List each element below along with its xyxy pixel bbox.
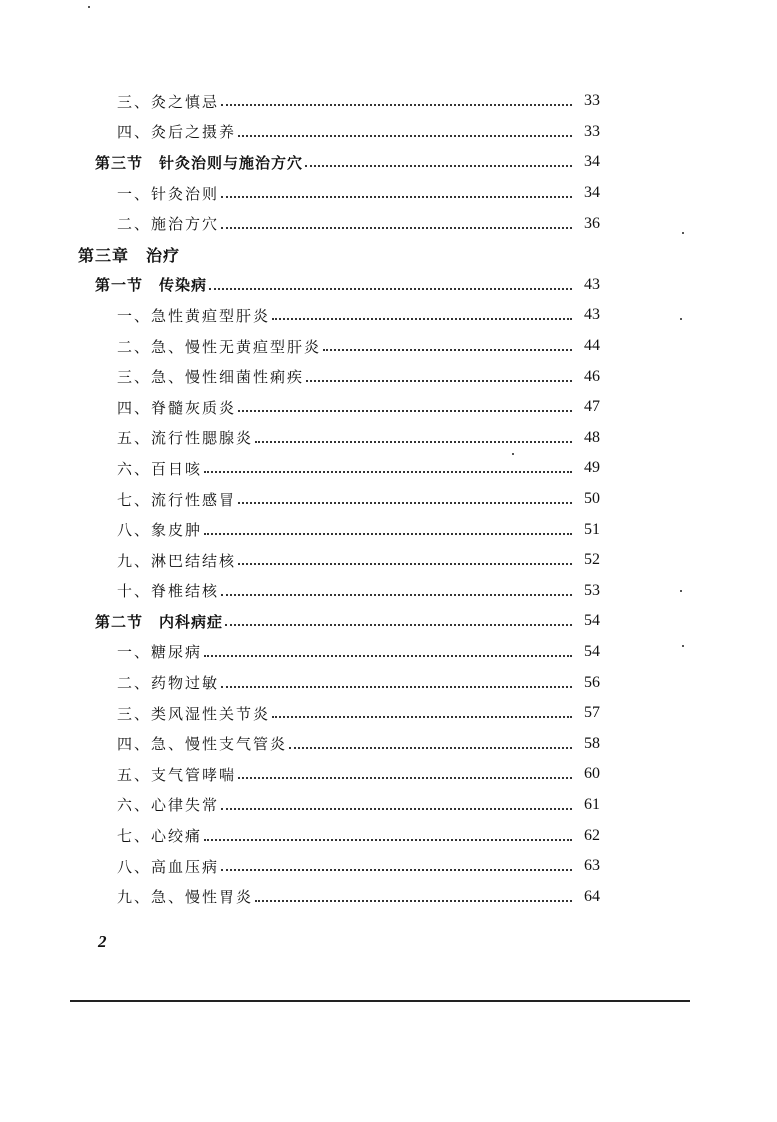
toc-entry-title: 二、药物过敏 xyxy=(117,674,220,693)
toc-page-number: 64 xyxy=(584,887,600,905)
toc-page-number: 53 xyxy=(584,581,600,599)
toc-entry-title: 一、针灸治则 xyxy=(117,184,220,203)
dot-leader xyxy=(221,686,572,688)
toc-page-number: 33 xyxy=(584,92,600,110)
toc-item xyxy=(0,331,777,362)
dot-leader xyxy=(221,227,572,229)
toc-page-number: 33 xyxy=(584,122,600,140)
toc-item xyxy=(0,178,777,209)
toc-section xyxy=(0,606,777,637)
toc-chapter xyxy=(0,239,777,270)
toc-item xyxy=(0,453,777,484)
toc-entry-title: 五、支气管哮喘 xyxy=(117,765,237,784)
toc-item xyxy=(0,392,777,423)
toc-entry-title: 四、灸后之摄养 xyxy=(117,123,237,142)
toc-entry-title: 一、糖尿病 xyxy=(117,643,203,662)
scan-speck xyxy=(682,232,684,234)
toc-entry-title: 四、急、慢性支气管炎 xyxy=(117,735,288,754)
toc-page-number: 57 xyxy=(584,704,600,722)
dot-leader xyxy=(204,655,572,657)
scan-speck xyxy=(680,590,682,592)
toc-item xyxy=(0,820,777,851)
toc-page-number: 54 xyxy=(584,642,600,660)
dot-leader xyxy=(238,502,572,504)
dot-leader xyxy=(305,165,572,167)
scan-speck xyxy=(512,453,514,455)
toc-entry-title: 第一节 传染病 xyxy=(95,276,208,295)
toc-item xyxy=(0,423,777,454)
toc-item xyxy=(0,637,777,668)
toc-page-number: 52 xyxy=(584,551,600,569)
toc-item xyxy=(0,759,777,790)
toc-entry-title: 二、急、慢性无黄疸型肝炎 xyxy=(117,337,322,356)
toc-item xyxy=(0,728,777,759)
toc-item xyxy=(0,790,777,821)
toc-item xyxy=(0,698,777,729)
dot-leader xyxy=(221,104,572,106)
table-of-contents xyxy=(0,86,777,912)
dot-leader xyxy=(238,777,572,779)
dot-leader xyxy=(323,349,572,351)
toc-page-number: 36 xyxy=(584,214,600,232)
toc-item xyxy=(0,300,777,331)
toc-entry-title: 第三节 针灸治则与施治方穴 xyxy=(95,153,304,172)
toc-item xyxy=(0,484,777,515)
toc-entry-title: 六、百日咳 xyxy=(117,459,203,478)
toc-page-number: 34 xyxy=(584,184,600,202)
toc-entry-title: 第二节 内科病症 xyxy=(95,612,224,631)
toc-section xyxy=(0,147,777,178)
toc-item xyxy=(0,851,777,882)
toc-page-number: 63 xyxy=(584,857,600,875)
scan-speck xyxy=(682,645,684,647)
toc-page-number: 58 xyxy=(584,734,600,752)
dot-leader xyxy=(221,196,572,198)
toc-page-number: 51 xyxy=(584,520,600,538)
toc-entry-title: 十、脊椎结核 xyxy=(117,582,220,601)
toc-item xyxy=(0,667,777,698)
dot-leader xyxy=(221,594,572,596)
dot-leader xyxy=(289,747,572,749)
dot-leader xyxy=(204,471,572,473)
dot-leader xyxy=(225,624,572,626)
toc-entry-title: 七、心绞痛 xyxy=(117,827,203,846)
dot-leader xyxy=(204,839,572,841)
dot-leader xyxy=(255,441,572,443)
toc-entry-title: 八、象皮肿 xyxy=(117,521,203,540)
toc-page-number: 43 xyxy=(584,275,600,293)
toc-item xyxy=(0,514,777,545)
toc-page-number: 61 xyxy=(584,795,600,813)
toc-item xyxy=(0,86,777,117)
dot-leader xyxy=(209,288,572,290)
toc-entry-title: 一、急性黄疸型肝炎 xyxy=(117,306,271,325)
toc-page-number: 50 xyxy=(584,490,600,508)
toc-page-number: 47 xyxy=(584,398,600,416)
scan-speck xyxy=(88,6,90,8)
toc-entry-title: 九、急、慢性胃炎 xyxy=(117,888,254,907)
toc-entry-title: 三、灸之慎忌 xyxy=(117,92,220,111)
toc-entry-title: 第三章 治疗 xyxy=(78,245,181,265)
toc-page-number: 43 xyxy=(584,306,600,324)
toc-item xyxy=(0,117,777,148)
toc-page-number: 46 xyxy=(584,367,600,385)
dot-leader xyxy=(221,869,572,871)
toc-item xyxy=(0,576,777,607)
page-bottom-rule xyxy=(70,1000,690,1002)
dot-leader xyxy=(238,410,572,412)
dot-leader xyxy=(204,533,572,535)
toc-entry-title: 四、脊髓灰质炎 xyxy=(117,398,237,417)
toc-page-number: 34 xyxy=(584,153,600,171)
dot-leader xyxy=(272,318,572,320)
toc-item xyxy=(0,208,777,239)
toc-entry-title: 二、施治方穴 xyxy=(117,215,220,234)
dot-leader xyxy=(306,380,572,382)
toc-item xyxy=(0,881,777,912)
page-number: 2 xyxy=(98,932,107,951)
toc-page-number: 49 xyxy=(584,459,600,477)
toc-entry-title: 七、流行性感冒 xyxy=(117,490,237,509)
dot-leader xyxy=(272,716,572,718)
toc-entry-title: 五、流行性腮腺炎 xyxy=(117,429,254,448)
toc-entry-title: 八、高血压病 xyxy=(117,857,220,876)
toc-page-number: 56 xyxy=(584,673,600,691)
dot-leader xyxy=(238,135,572,137)
toc-entry-title: 六、心律失常 xyxy=(117,796,220,815)
toc-entry-title: 三、急、慢性细菌性痢疾 xyxy=(117,368,305,387)
dot-leader xyxy=(221,808,572,810)
toc-item xyxy=(0,361,777,392)
dot-leader xyxy=(238,563,572,565)
toc-page-number: 44 xyxy=(584,337,600,355)
toc-page-number: 48 xyxy=(584,428,600,446)
toc-item xyxy=(0,545,777,576)
dot-leader xyxy=(255,900,572,902)
toc-entry-title: 三、类风湿性关节炎 xyxy=(117,704,271,723)
toc-page-number: 54 xyxy=(584,612,600,630)
toc-entry-title: 九、淋巴结结核 xyxy=(117,551,237,570)
scan-speck xyxy=(680,318,682,320)
toc-page-number: 60 xyxy=(584,765,600,783)
toc-section xyxy=(0,270,777,301)
toc-page-number: 62 xyxy=(584,826,600,844)
